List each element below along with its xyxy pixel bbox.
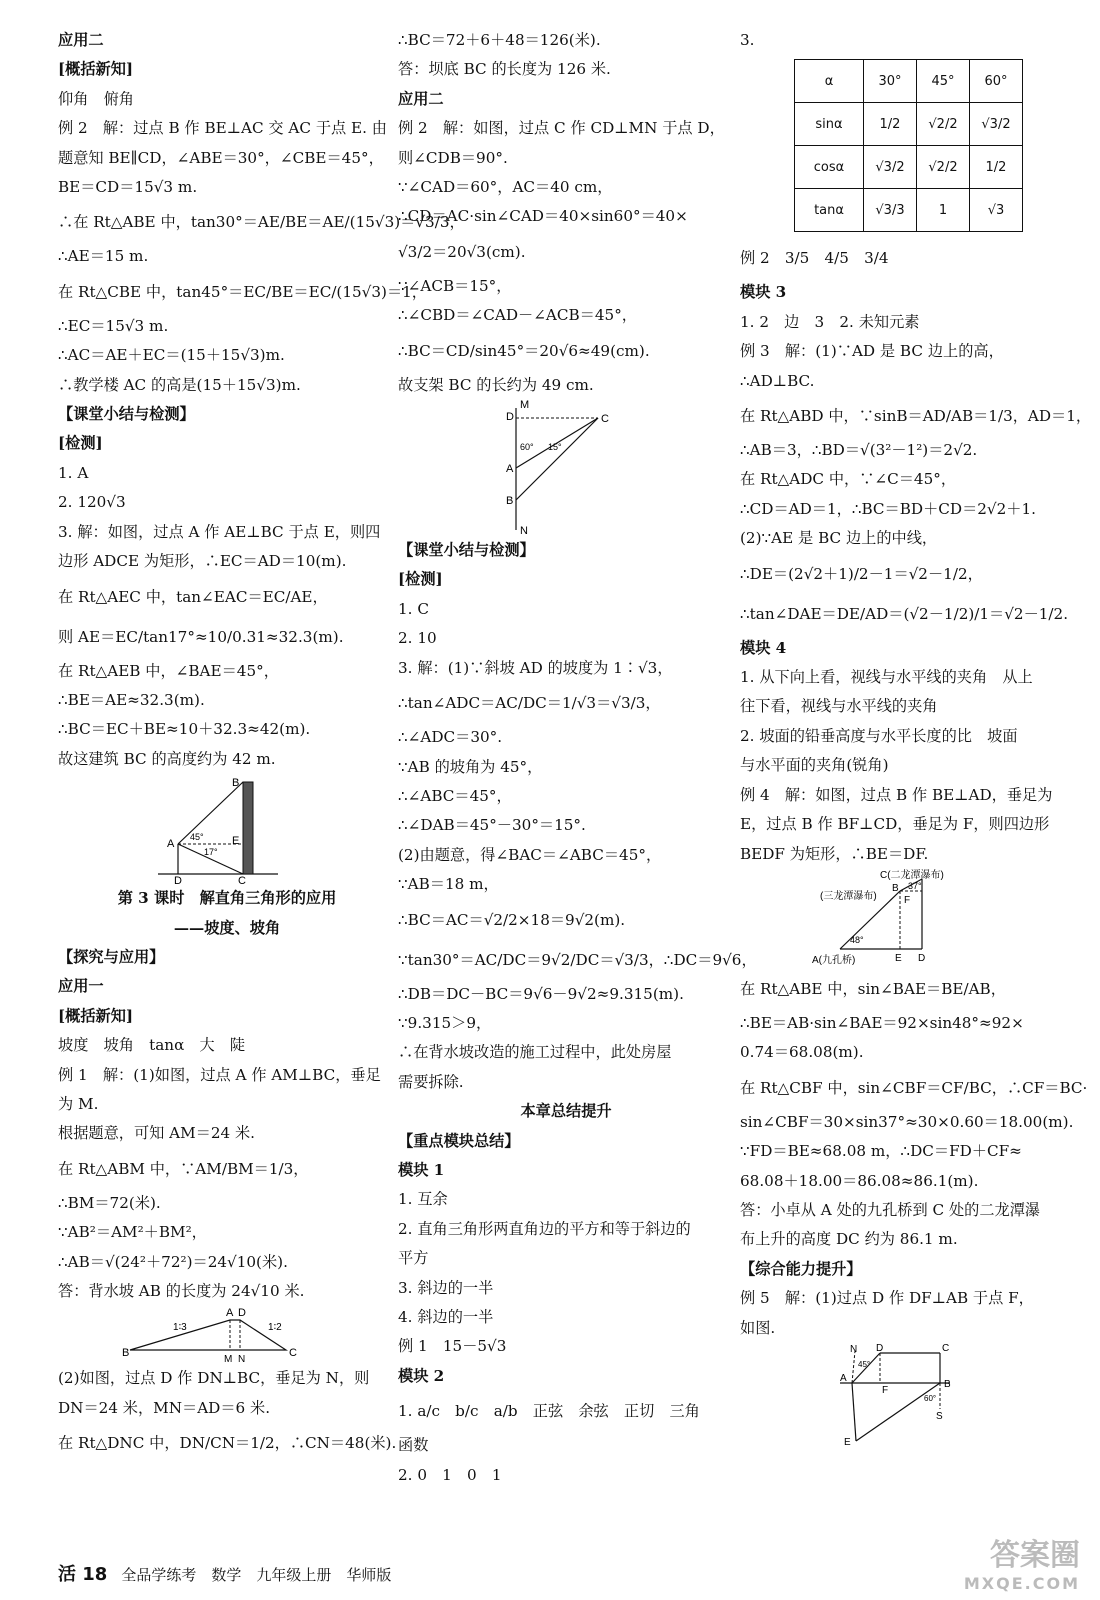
text-line: 需要拆除. xyxy=(398,1072,464,1091)
text-line: E，过点 B 作 BF⊥CD，垂足为 F，则四边形 xyxy=(740,815,1050,834)
text-line: ∴AB＝3，∴BD＝√(3²－1²)＝2√2. xyxy=(740,441,978,460)
text-line: ∴BC＝AC＝√2/2×18＝9√2(m). xyxy=(398,910,626,929)
text-line: 与水平面的夹角(锐角) xyxy=(740,756,889,775)
text-line: 例 2 3/5 4/5 3/4 xyxy=(740,249,889,268)
text-line: ∵tan30°＝AC/DC＝9√2/DC＝√3/3，∴DC＝9√6， xyxy=(398,950,757,969)
text-line: 在 Rt△AEB 中，∠BAE＝45°， xyxy=(58,661,279,680)
text-line: 【综合能力提升】 xyxy=(740,1259,862,1278)
text-line: ∴DE＝(2√2＋1)/2－1＝√2－1/2， xyxy=(740,564,983,583)
text-line: 1. C xyxy=(398,599,429,618)
fig2-label: B xyxy=(122,1347,130,1360)
fig2-label: 1∶3 xyxy=(173,1322,187,1334)
text-line: ∵∠CAD＝60°，AC＝40 cm， xyxy=(398,178,613,197)
waterfall-figure xyxy=(740,869,1080,969)
text-line: 往下看，视线与水平线的夹角 xyxy=(740,697,938,716)
text-line: ∴AD⊥BC. xyxy=(740,371,815,390)
text-line: 2. 坡面的铅垂高度与水平长度的比 坡面 xyxy=(740,726,1018,745)
text-line: 题意知 BE∥CD，∠ABE＝30°，∠CBE＝45°， xyxy=(58,148,384,167)
table-cell: 1/2 xyxy=(864,103,917,146)
text-line: 平方 xyxy=(398,1249,429,1268)
table-cell: sinα xyxy=(795,103,864,146)
example5-label: N xyxy=(850,1343,858,1355)
text-line: ∴∠ABC＝45°， xyxy=(398,786,512,805)
text-line: √3/2＝20√3(cm). xyxy=(398,242,526,261)
text-line: [概括新知] xyxy=(58,1006,134,1025)
text-line: 0.74＝68.08(m). xyxy=(740,1043,864,1062)
text-line: 为 M. xyxy=(58,1094,99,1113)
example5-label: E xyxy=(844,1436,851,1447)
column-3 xyxy=(740,26,1092,1447)
text-line: 第 3 课时 解直角三角形的应用 xyxy=(117,889,337,908)
example5-figure xyxy=(740,1343,1080,1447)
text-line: 应用一 xyxy=(58,977,104,996)
text-line: 布上升的高度 DC 约为 86.1 m. xyxy=(740,1230,958,1249)
text-line: 68.08＋18.00＝86.08≈86.1(m). xyxy=(740,1171,979,1190)
table-cell: tanα xyxy=(795,189,864,232)
text-line: 1. 互余 xyxy=(398,1190,448,1209)
waterfall-label: D xyxy=(918,952,926,964)
text-line: ∴BM＝72(米). xyxy=(58,1193,161,1212)
example5-label: 60° xyxy=(924,1393,937,1403)
example5-label: B xyxy=(944,1378,951,1390)
text-line: ∴∠CBD＝∠CAD－∠ACB＝45°， xyxy=(398,306,637,325)
text-line: 例 1 解：(1)如图，过点 A 作 AM⊥BC，垂足 xyxy=(58,1065,381,1084)
table-cell: α xyxy=(795,60,864,103)
text-line: 在 Rt△AEC 中，tan∠EAC＝EC/AE， xyxy=(58,587,328,606)
table-row xyxy=(795,146,1023,189)
text-line: 例 2 解：如图，过点 C 作 CD⊥MN 于点 D， xyxy=(398,119,725,138)
text-line: ∴BC＝72＋6＋48＝126(米). xyxy=(398,31,601,49)
example5-label: C xyxy=(942,1342,950,1354)
bracket-label: M xyxy=(520,400,530,412)
column-2 xyxy=(398,26,757,1490)
text-line: DN＝24 米，MN＝AD＝6 米. xyxy=(58,1398,271,1417)
example5-label: A xyxy=(840,1372,847,1384)
text-line: 1. A xyxy=(58,463,89,482)
text-line: 答：坝底 BC 的长度为 126 米. xyxy=(398,60,611,79)
text-line: 在 Rt△ADC 中，∵∠C＝45°， xyxy=(740,470,957,489)
fig2-label: A xyxy=(226,1307,234,1320)
bracket-label: D xyxy=(506,411,514,424)
column-3-text-a xyxy=(740,238,1092,869)
trig-value-table xyxy=(794,59,1023,232)
text-line: ∵9.315＞9， xyxy=(398,1013,492,1032)
text-line: ∵AB 的坡角为 45°， xyxy=(398,757,543,776)
text-line: 在 Rt△DNC 中，DN/CN＝1/2，∴CN＝48(米). xyxy=(58,1434,397,1453)
text-line: 答：背水坡 AB 的长度为 24√10 米. xyxy=(58,1282,305,1300)
text-line: (2)由题意，得∠BAC＝∠ABC＝45°， xyxy=(398,845,662,864)
text-line: ∴CD＝AD＝1，∴BC＝BD＋CD＝2√2＋1. xyxy=(740,499,1036,518)
text-line: BE＝CD＝15√3 m. xyxy=(58,178,198,197)
bracket-label: C xyxy=(601,413,609,426)
table-cell: 45° xyxy=(917,60,970,103)
text-line: ∴DB＝DC－BC＝9√6－9√2≈9.315(m). xyxy=(398,984,684,1003)
column-1-text-b xyxy=(58,884,396,1306)
waterfall-label: 37° xyxy=(908,880,922,891)
waterfall-label: 48° xyxy=(850,934,864,945)
text-line: [概括新知] xyxy=(58,60,134,79)
fig1-label: B xyxy=(232,777,240,790)
text-line: 则 AE＝EC/tan17°≈10/0.31≈32.3(m). xyxy=(58,627,344,646)
text-line: 如图. xyxy=(740,1318,776,1337)
dam-figure xyxy=(58,1306,396,1364)
text-line: 应用二 xyxy=(58,31,104,49)
text-line: (2)∵AE 是 BC 边上的中线， xyxy=(740,529,938,548)
text-line: ∴BC＝EC＋BE≈10＋32.3≈42(m). xyxy=(58,720,311,739)
text-line: ∴BE＝AB·sin∠BAE＝92×sin48°≈92× xyxy=(740,1013,1024,1032)
column-2-text-a xyxy=(398,26,734,400)
example5-label: 45° xyxy=(858,1359,871,1369)
dam-diagram xyxy=(58,1306,396,1364)
text-line: ∵AB＝18 m， xyxy=(398,875,499,894)
waterfall-label: (三龙潭瀑布) xyxy=(820,890,877,902)
bracket-label: 15° xyxy=(548,442,562,453)
building-diagram xyxy=(58,774,396,884)
fig2-label: 1∶2 xyxy=(268,1322,282,1334)
text-line: (2)如图，过点 D 作 DN⊥BC，垂足为 N，则 xyxy=(58,1369,370,1388)
text-line: ∴EC＝15√3 m. xyxy=(58,316,169,335)
building-figure xyxy=(58,774,396,884)
text-line: 3. 解：如图，过点 A 作 AE⊥BC 于点 E，则四 xyxy=(58,522,381,541)
text-line: 【探究与应用】 xyxy=(58,947,165,966)
text-line: ∴tan∠DAE＝DE/AD＝(√2－1/2)/1＝√2－1/2. xyxy=(740,604,1069,623)
text-line: ∴AC＝AE＋EC＝(15＋15√3)m. xyxy=(58,346,285,365)
text-line: ∵∠ACB＝15°， xyxy=(398,276,512,295)
fig1-label: 45° xyxy=(190,832,204,843)
text-line: 例 3 解：(1)∵AD 是 BC 边上的高， xyxy=(740,342,1004,361)
waterfall-label: A(九孔桥) xyxy=(812,954,856,966)
text-line: 3. 斜边的一半 xyxy=(398,1278,494,1297)
text-line: 模块 3 xyxy=(740,283,787,302)
table-row xyxy=(795,189,1023,232)
text-line: ∴在背水坡改造的施工过程中，此处房屋 xyxy=(398,1043,672,1062)
column-2-text-b xyxy=(398,536,757,1490)
table-cell: 1 xyxy=(917,189,970,232)
table-cell: 1/2 xyxy=(970,146,1023,189)
text-line: ∴BE＝AE≈32.3(m). xyxy=(58,690,205,709)
bracket-label: N xyxy=(520,525,528,537)
waterfall-label: E xyxy=(895,952,902,964)
waterfall-label: C(二龙潭瀑布) xyxy=(880,869,944,881)
fig1-label: C xyxy=(238,875,246,885)
text-line: 在 Rt△ABD 中，∵sinB＝AD/AB＝1/3，AD＝1， xyxy=(740,407,1092,426)
text-line: BEDF 为矩形，∴BE＝DF. xyxy=(740,844,929,863)
text-line: ∵AB²＝AM²＋BM²， xyxy=(58,1223,207,1242)
example5-label: F xyxy=(882,1384,889,1396)
text-line: 应用二 xyxy=(398,89,444,108)
text-line: 例 1 15－5√3 xyxy=(398,1337,507,1356)
text-line: 在 Rt△CBF 中，sin∠CBF＝CF/BC，∴CF＝BC· xyxy=(740,1078,1088,1097)
table-row xyxy=(795,103,1023,146)
text-line: 【重点模块总结】 xyxy=(398,1131,520,1150)
bracket-label: 60° xyxy=(520,442,534,453)
fig2-label: M xyxy=(224,1354,233,1365)
text-line: 函数 xyxy=(398,1436,429,1455)
watermark xyxy=(880,1530,1080,1600)
text-line: 例 4 解：如图，过点 B 作 BE⊥AD，垂足为 xyxy=(740,785,1053,804)
text-line: 1. 2 边 3 2. 未知元素 xyxy=(740,312,920,331)
text-line: [检测] xyxy=(398,570,443,589)
text-line: 例 2 解：过点 B 作 BE⊥AC 交 AC 于点 E. 由 xyxy=(58,119,387,138)
text-line: 2. 0 1 0 1 xyxy=(398,1465,502,1484)
text-line: ∴AE＝15 m. xyxy=(58,247,149,266)
text-line: 坡度 坡角 tanα 大 陡 xyxy=(58,1036,246,1055)
text-line: ∴教学楼 AC 的高是(15＋15√3)m. xyxy=(58,375,301,394)
text-line: 3. 解：(1)∵斜坡 AD 的坡度为 1∶√3， xyxy=(398,658,673,677)
text-line: 2. 10 xyxy=(398,629,437,648)
table-cell: √2/2 xyxy=(917,146,970,189)
fig2-label: N xyxy=(238,1354,246,1365)
text-line: 在 Rt△ABE 中，sin∠BAE＝BE/AB， xyxy=(740,979,1006,998)
text-line: ∴BC＝CD/sin45°＝20√6≈49(cm). xyxy=(398,341,650,360)
text-line: 则∠CDB＝90°. xyxy=(398,148,508,167)
item-3-label: 3. xyxy=(740,31,755,49)
bracket-label: B xyxy=(506,495,514,508)
text-line: 边形 ADCE 为矩形，∴EC＝AD＝10(m). xyxy=(58,552,347,571)
watermark-url: MXQE.COM xyxy=(963,1574,1080,1593)
text-line: 2. 直角三角形两直角边的平方和等于斜边的 xyxy=(398,1219,691,1238)
book-title: 全品学练考 数学 九年级上册 华师版 xyxy=(121,1566,392,1584)
watermark-logo: 答案圈 xyxy=(990,1538,1080,1573)
bracket-diagram xyxy=(398,400,734,536)
waterfall-label: B xyxy=(892,882,899,894)
fig2-label: D xyxy=(238,1307,246,1320)
text-line: 【课堂小结与检测】 xyxy=(398,541,535,560)
text-line: 4. 斜边的一半 xyxy=(398,1308,494,1326)
text-line: ∴CD＝AC·sin∠CAD＝40×sin60°＝40× xyxy=(398,207,688,226)
fig1-label: E xyxy=(232,835,240,848)
text-line: sin∠CBF＝30×sin37°≈30×0.60＝18.00(m). xyxy=(740,1112,1074,1131)
text-line: 故支架 BC 的长约为 49 cm. xyxy=(398,375,594,394)
text-line: 2. 120√3 xyxy=(58,493,126,512)
bracket-label: A xyxy=(506,463,514,476)
fig1-label: A xyxy=(167,838,175,851)
text-line: ∴AB＝√(24²＋72²)＝24√10(米). xyxy=(58,1252,288,1271)
waterfall-label: F xyxy=(904,894,911,906)
text-line: 模块 4 xyxy=(740,638,787,657)
text-line: 在 Rt△ABM 中，∵AM/BM＝1/3， xyxy=(58,1159,309,1178)
text-line: ∴∠ADC＝30°. xyxy=(398,728,503,747)
text-line: 在 Rt△CBE 中，tan45°＝EC/BE＝EC/(15√3)＝1， xyxy=(58,282,427,301)
table-cell: √3 xyxy=(970,189,1023,232)
text-line: 模块 2 xyxy=(398,1366,445,1385)
text-line: 根据题意，可知 AM＝24 米. xyxy=(58,1124,256,1143)
page-footer xyxy=(58,1560,391,1586)
table-cell: √2/2 xyxy=(917,103,970,146)
text-line: ∴∠DAB＝45°－30°＝15°. xyxy=(398,816,586,835)
text-line: [检测] xyxy=(58,434,103,453)
column-1-text-c xyxy=(58,1364,396,1463)
fig1-label: 17° xyxy=(204,847,218,858)
text-line: 本章总结提升 xyxy=(520,1102,612,1121)
text-line: 模块 1 xyxy=(398,1160,445,1179)
text-line: ∵FD＝BE≈68.08 m，∴DC＝FD＋CF≈ xyxy=(740,1142,1022,1161)
table-cell: √3/3 xyxy=(864,189,917,232)
example5-label: D xyxy=(876,1342,884,1354)
table-cell: √3/2 xyxy=(864,146,917,189)
waterfall-diagram xyxy=(740,869,1080,969)
fig2-label: C xyxy=(289,1347,297,1360)
fig1-label: D xyxy=(174,875,182,885)
example5-label: S xyxy=(936,1410,943,1422)
page-number: 活 18 xyxy=(58,1564,108,1585)
table-header-row xyxy=(795,60,1023,103)
column-3-text-b xyxy=(740,969,1088,1343)
text-line: 1. a/c b/c a/b 正弦 余弦 正切 三角 xyxy=(398,1402,700,1421)
text-line: ——坡度、坡角 xyxy=(173,918,281,937)
text-line: 仰角 俯角 xyxy=(58,89,134,108)
text-line: ∴tan∠ADC＝AC/DC＝1/√3＝√3/3， xyxy=(398,694,661,713)
bracket-figure xyxy=(398,400,734,536)
table-cell: 30° xyxy=(864,60,917,103)
text-line: 故这建筑 BC 的高度约为 42 m. xyxy=(58,749,276,768)
table-cell: 60° xyxy=(970,60,1023,103)
text-line: 1. 从下向上看，视线与水平线的夹角 从上 xyxy=(740,668,1033,687)
table-cell: cosα xyxy=(795,146,864,189)
text-line: 例 5 解：(1)过点 D 作 DF⊥AB 于点 F， xyxy=(740,1289,1034,1308)
text-line: ∴在 Rt△ABE 中，tan30°＝AE/BE＝AE/(15√3)＝√3/3， xyxy=(58,213,465,232)
example5-diagram xyxy=(740,1343,1080,1447)
text-line: 答：小卓从 A 处的九孔桥到 C 处的二龙潭瀑 xyxy=(740,1200,1041,1219)
table-cell: √3/2 xyxy=(970,103,1023,146)
text-line: 【课堂小结与检测】 xyxy=(58,405,195,424)
